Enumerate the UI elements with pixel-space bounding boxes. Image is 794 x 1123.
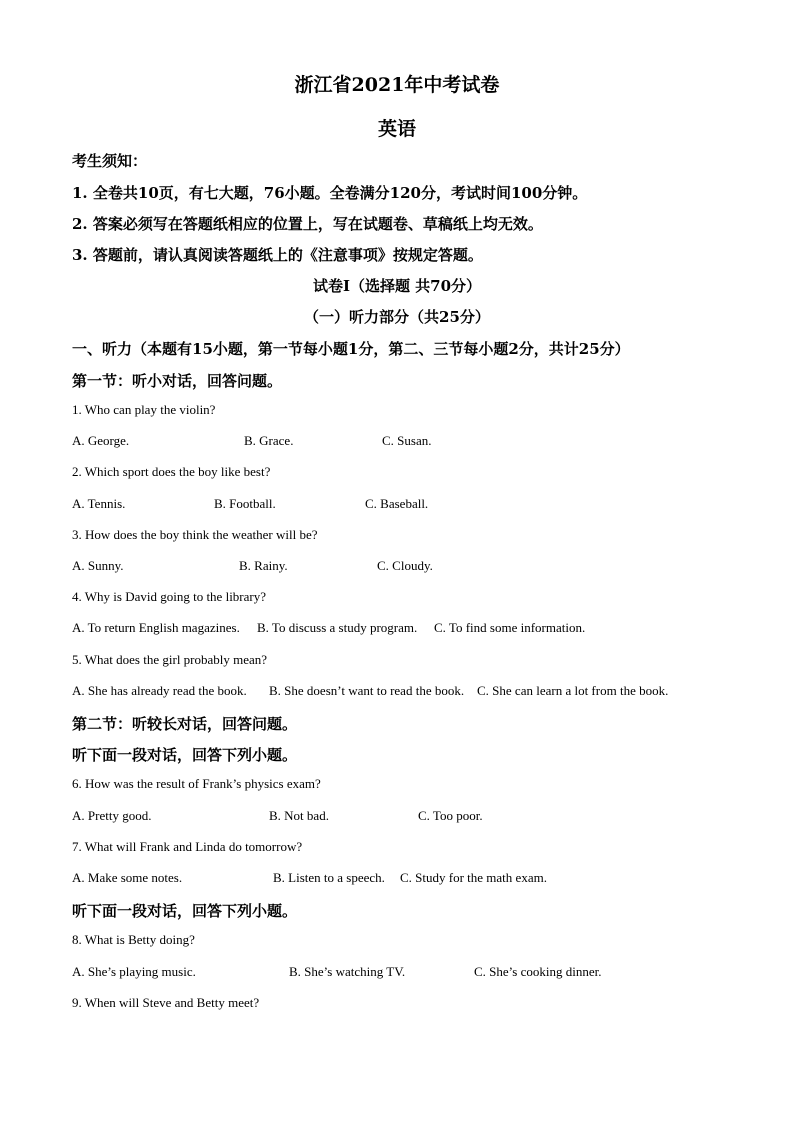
question-5: 5. What does the girl probably mean?: [72, 652, 268, 667]
part2-heading: 第二节：听较长对话，回答问题。: [72, 715, 298, 733]
option-a: A. Make some notes.: [72, 870, 183, 885]
option-b: B. She doesn’t want to read the book.: [269, 683, 465, 698]
section-heading: 一、听力（本题有15小题，第一节每小题1分，第二、三节每小题2分，共计25分）: [72, 340, 630, 358]
question-3: 3. How does the boy think the weather will be?: [72, 527, 318, 542]
question-1: 1. Who can play the violin?: [72, 402, 216, 417]
part-title: （一）听力部分（共25分）: [304, 308, 490, 326]
option-a: A. Pretty good.: [72, 808, 152, 823]
exam-title: 浙江省2021年中考试卷: [294, 74, 500, 96]
question-8: 8. What is Betty doing?: [72, 932, 195, 947]
notice-item: 3. 答题前，请认真阅读答题纸上的《注意事项》按规定答题。: [72, 246, 483, 264]
question-2: 2. Which sport does the boy like best?: [72, 464, 271, 479]
option-b: B. Football.: [214, 496, 276, 511]
option-a: A. Tennis.: [72, 496, 126, 511]
question-9: 9. When will Steve and Betty meet?: [72, 995, 260, 1010]
notice-item: 2. 答案必须写在答题纸相应的位置上，写在试题卷、草稿纸上均无效。: [72, 215, 543, 233]
option-b: B. Not bad.: [269, 808, 329, 823]
option-c: C. Too poor.: [418, 808, 483, 823]
option-c: C. Baseball.: [365, 496, 429, 511]
question-7: 7. What will Frank and Linda do tomorrow?: [72, 839, 303, 854]
option-a: A. To return English magazines.: [72, 620, 240, 635]
option-b: B. Grace.: [244, 433, 294, 448]
paper-title: 试卷I（选择题 共70分）: [312, 277, 482, 295]
option-c: C. She can learn a lot from the book.: [477, 683, 669, 698]
part1-heading: 第一节：听小对话，回答问题。: [72, 372, 283, 390]
option-c: C. Susan.: [382, 433, 432, 448]
option-a: A. Sunny.: [72, 558, 124, 573]
option-b: B. Listen to a speech.: [273, 870, 385, 885]
dialogue-instruction: 听下面一段对话，回答下列小题。: [72, 902, 298, 920]
option-a: A. George.: [72, 433, 130, 448]
option-c: C. To find some information.: [434, 620, 586, 635]
question-4: 4. Why is David going to the library?: [72, 589, 267, 604]
dialogue-instruction: 听下面一段对话，回答下列小题。: [72, 746, 298, 764]
notice-item: 1. 全卷共10页，有七大题，76小题。全卷满分120分，考试时间100分钟。: [72, 184, 588, 202]
option-a: A. She’s playing music.: [72, 964, 196, 979]
subject-title: 英语: [377, 118, 416, 140]
question-6: 6. How was the result of Frank’s physics exam?: [72, 776, 321, 791]
option-c: C. Study for the math exam.: [400, 870, 547, 885]
option-b: B. She’s watching TV.: [289, 964, 406, 979]
option-a: A. She has already read the book.: [72, 683, 247, 698]
option-c: C. She’s cooking dinner.: [474, 964, 602, 979]
option-b: B. Rainy.: [239, 558, 288, 573]
notice-heading: 考生须知：: [72, 152, 148, 170]
option-b: B. To discuss a study program.: [257, 620, 418, 635]
option-c: C. Cloudy.: [377, 558, 433, 573]
